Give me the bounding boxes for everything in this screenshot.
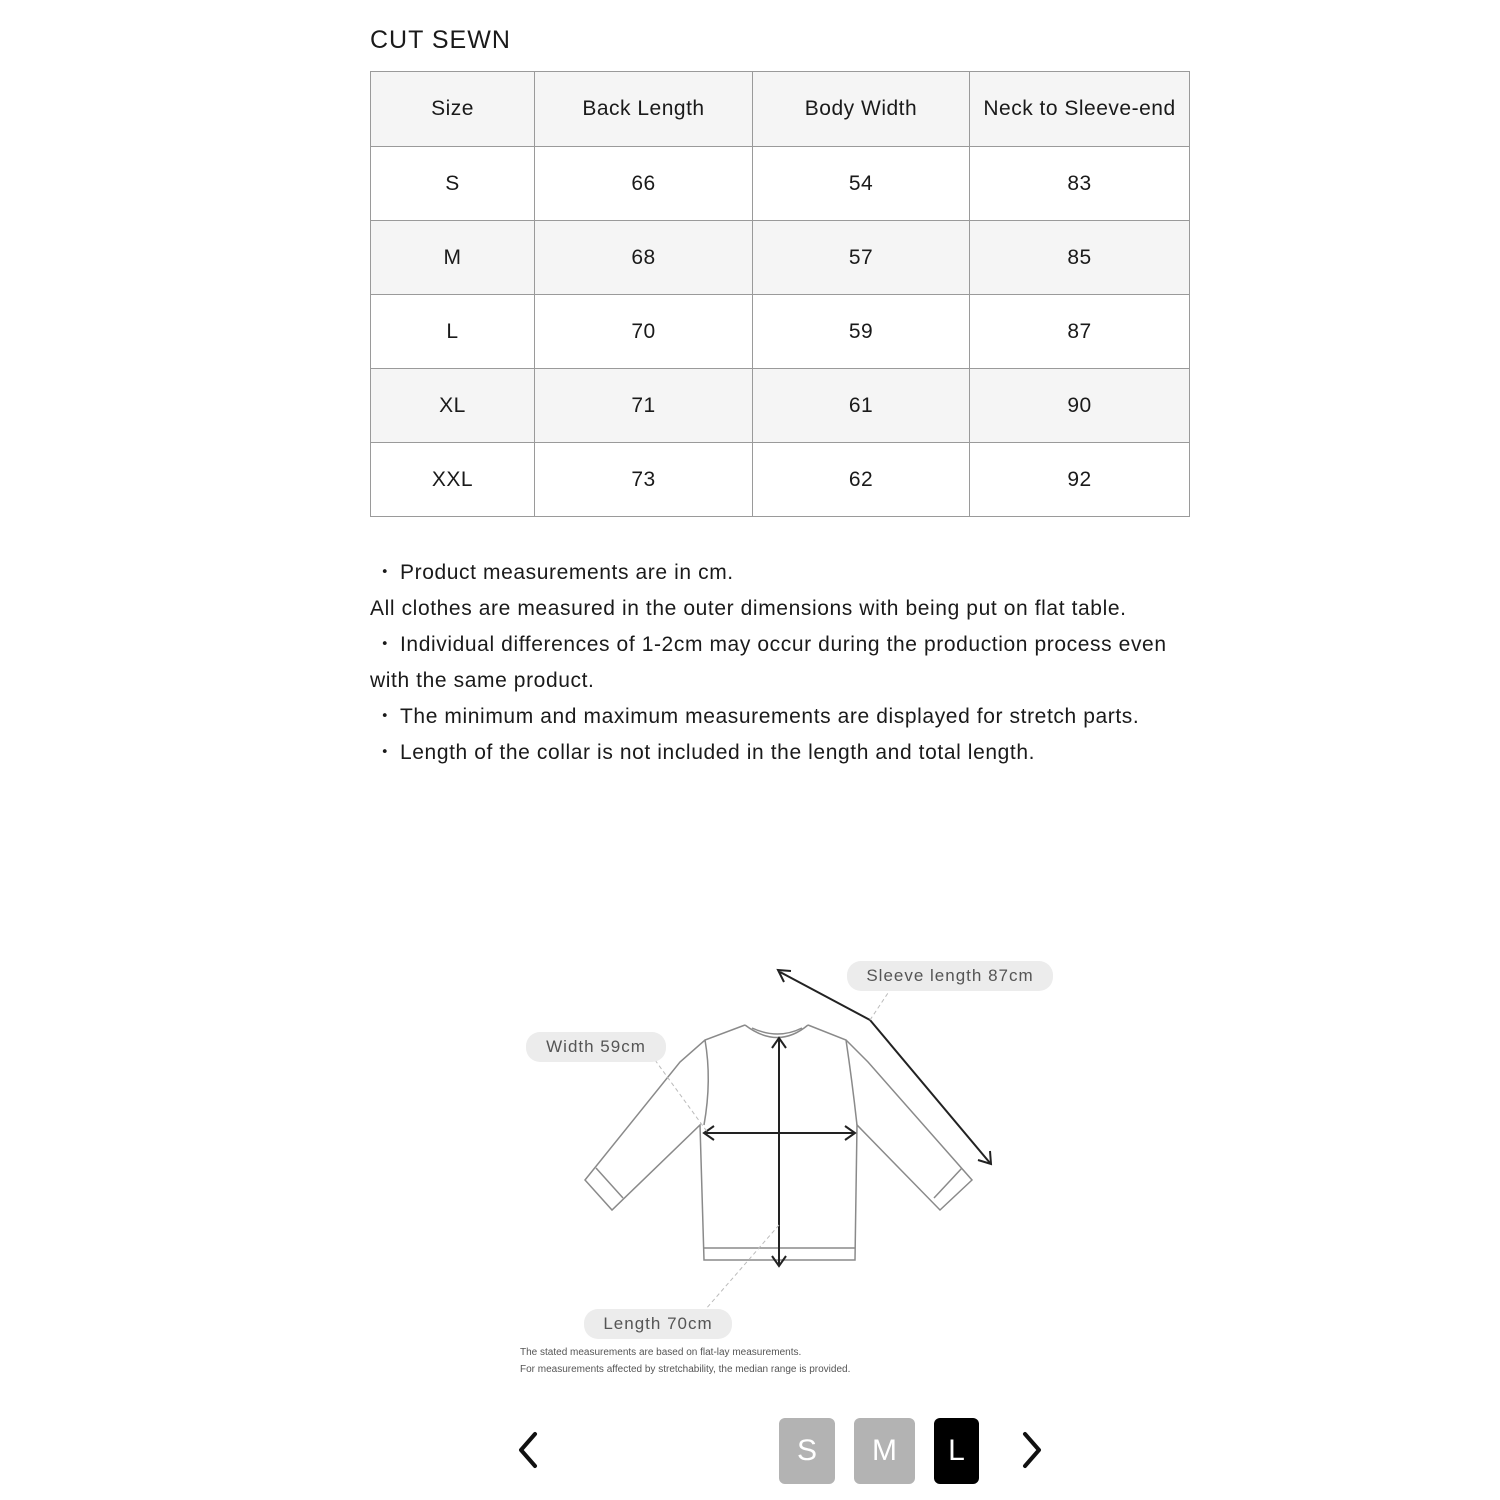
header-back-length: Back Length — [535, 72, 753, 147]
cell-neck-to-sleeve-end: 90 — [970, 369, 1190, 443]
note-text: Individual differences of 1-2cm may occur during the production process even with the same product. — [370, 633, 1167, 692]
cell-back-length: 66 — [535, 147, 753, 221]
sleeve-length-label: Sleeve length 87cm — [847, 961, 1053, 991]
bullet-icon: ・ — [374, 561, 396, 584]
cell-body-width: 62 — [753, 443, 970, 517]
bullet-icon: ・ — [374, 633, 396, 656]
header-body-width: Body Width — [753, 72, 970, 147]
chevron-left-icon — [513, 1430, 543, 1470]
bullet-icon: ・ — [374, 705, 396, 728]
width-label: Width 59cm — [526, 1032, 666, 1062]
chevron-right-icon — [1017, 1430, 1047, 1470]
next-button[interactable] — [1010, 1428, 1054, 1472]
length-label: Length 70cm — [584, 1309, 732, 1339]
cell-body-width: 61 — [753, 369, 970, 443]
bullet-icon: ・ — [374, 741, 396, 764]
cell-back-length: 68 — [535, 221, 753, 295]
fine-print-line-1: The stated measurements are based on flat-lay measurements. — [520, 1347, 802, 1358]
cell-body-width: 54 — [753, 147, 970, 221]
size-option-m[interactable]: M — [854, 1418, 915, 1484]
leader-lines — [655, 990, 890, 1310]
cell-body-width: 57 — [753, 221, 970, 295]
cell-size: XXL — [371, 443, 535, 517]
cell-size: XL — [371, 369, 535, 443]
measurement-lines — [704, 970, 991, 1266]
note-text: All clothes are measured in the outer dimensions with being put on flat table. — [370, 597, 1127, 620]
cell-neck-to-sleeve-end: 83 — [970, 147, 1190, 221]
cell-body-width: 59 — [753, 295, 970, 369]
cell-neck-to-sleeve-end: 87 — [970, 295, 1190, 369]
header-size: Size — [371, 72, 535, 147]
cell-neck-to-sleeve-end: 85 — [970, 221, 1190, 295]
cell-back-length: 71 — [535, 369, 753, 443]
header-neck-to-sleeve-end: Neck to Sleeve-end — [970, 72, 1190, 147]
previous-button[interactable] — [506, 1428, 550, 1472]
cell-neck-to-sleeve-end: 92 — [970, 443, 1190, 517]
size-option-s[interactable]: S — [779, 1418, 835, 1484]
fine-print-line-2: For measurements affected by stretchability, the median range is provided. — [520, 1364, 851, 1375]
cell-back-length: 70 — [535, 295, 753, 369]
cell-size: L — [371, 295, 535, 369]
page-title: CUT SEWN — [370, 26, 511, 54]
note-text: The minimum and maximum measurements are displayed for stretch parts. — [400, 705, 1140, 728]
note-text: Length of the collar is not included in the length and total length. — [400, 741, 1036, 764]
cell-back-length: 73 — [535, 443, 753, 517]
size-option-l-selected[interactable]: L — [934, 1418, 979, 1484]
note-text: Product measurements are in cm. — [400, 561, 734, 584]
cell-size: M — [371, 221, 535, 295]
cell-size: S — [371, 147, 535, 221]
